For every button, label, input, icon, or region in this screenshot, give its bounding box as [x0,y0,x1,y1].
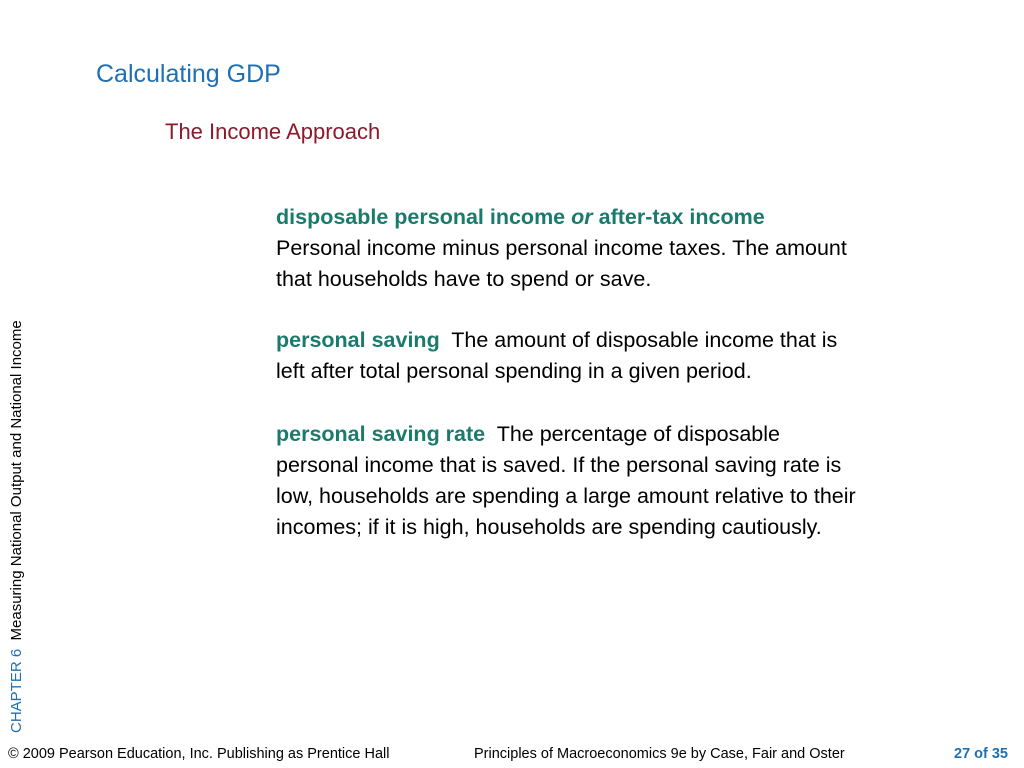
chapter-number: CHAPTER 6 [8,648,25,733]
slide-subtitle: The Income Approach [165,119,381,144]
term-or-connector: or [571,205,593,229]
page-number: 27 of 35 [954,746,1008,762]
definition-text: The amount of disposable income that is left after total personal spending in a given period. [276,328,838,383]
definition-personal-saving [276,325,856,387]
definition-text: The percentage of disposable personal income that is saved. If the personal saving rate is low, households are spending a large amount relative to their incomes; if it is high, households are spending cautiously. [276,422,856,539]
chapter-title: Measuring National Output and National Income [8,320,25,641]
definition-personal-saving-rate [276,419,856,543]
slide-title: Calculating GDP [96,60,281,88]
term-disposable-income: disposable personal income [276,205,566,229]
footer-book-title: Principles of Macroeconomics 9e by Case, Fair and Oster [474,746,845,762]
term-after-tax-income: after-tax income [598,205,765,229]
term-personal-saving: personal saving [276,328,440,352]
term-personal-saving-rate: personal saving rate [276,422,486,446]
footer-copyright: © 2009 Pearson Education, Inc. Publishing as Prentice Hall [8,746,390,762]
definition-text: Personal income minus personal income taxes. The amount that households have to spend or save. [276,236,847,291]
definition-disposable-income [276,202,856,295]
definitions-block [276,202,856,543]
chapter-sidebar [8,223,25,733]
